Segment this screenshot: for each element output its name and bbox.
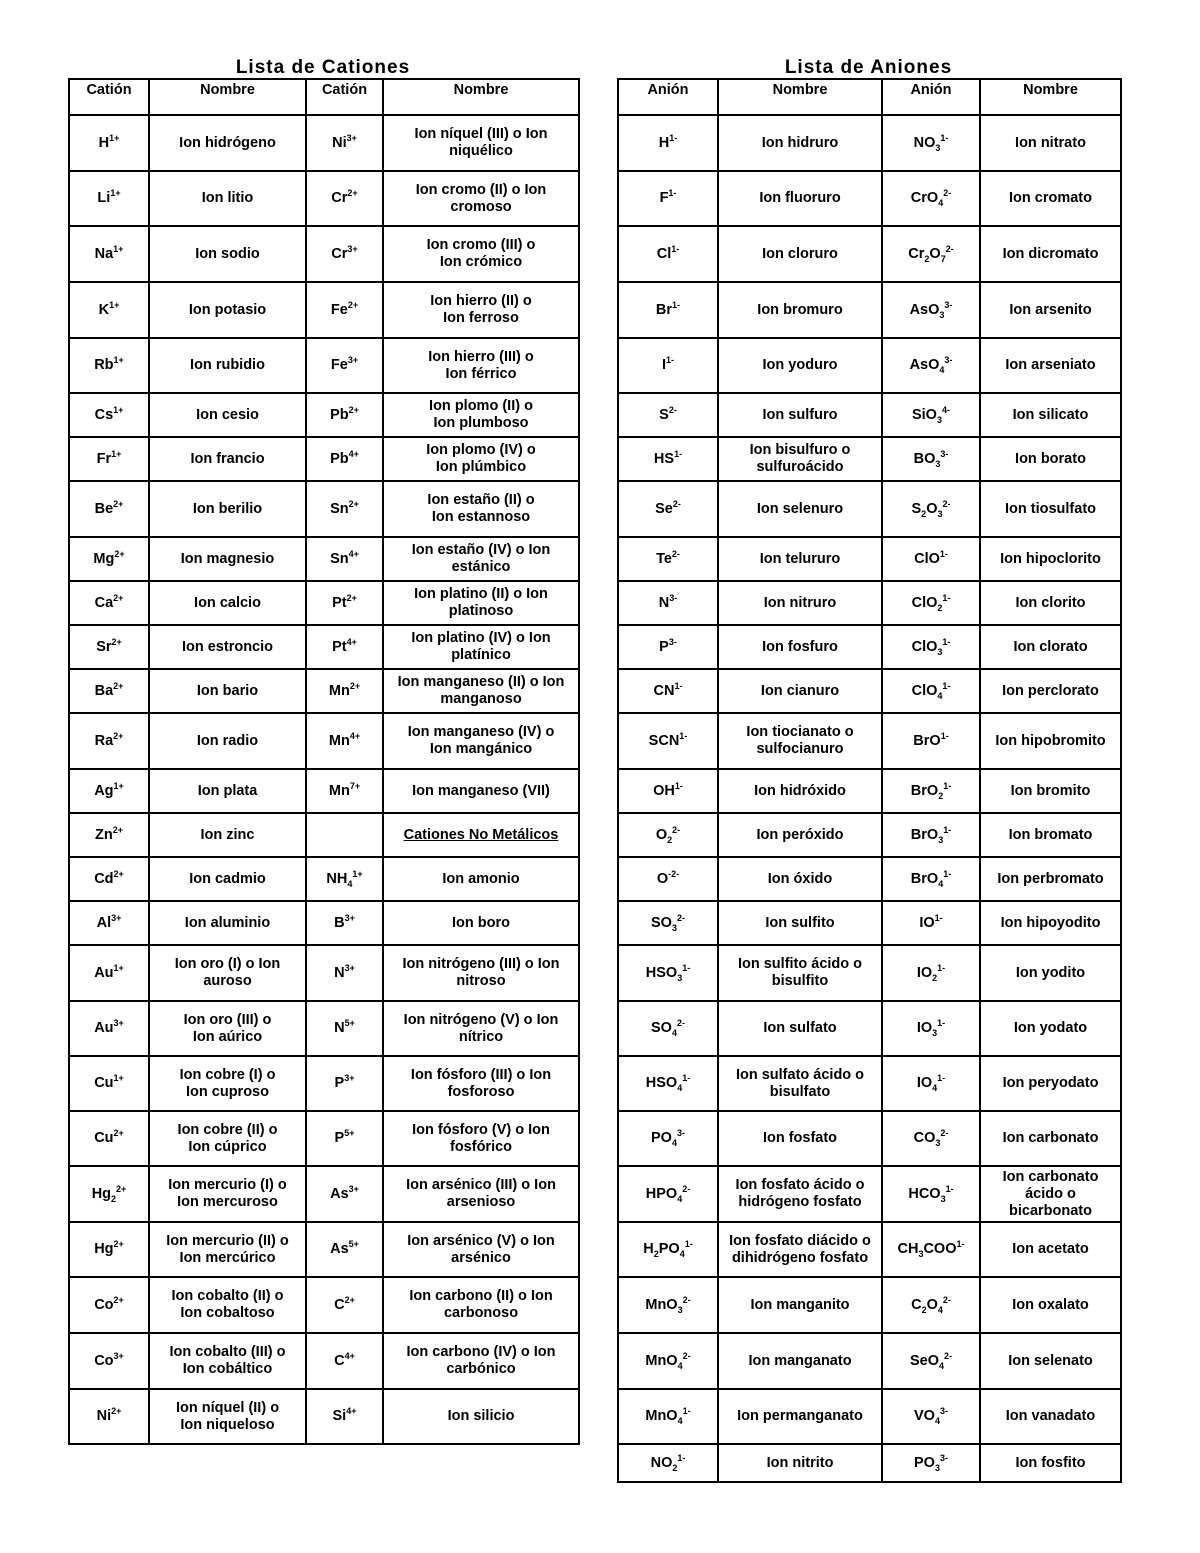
anions-symbol-cell: $H_2PO_4^{1-}$ [618,1222,718,1277]
anions-name-cell: Ion fosfito [980,1444,1121,1482]
anions-name-cell: Ion borato [980,437,1121,481]
anions-name-cell: Ion hipoclorito [980,537,1121,581]
anions-symbol-cell: $OH^{1-}$ [618,769,718,813]
cations-symbol-cell: $Mn^{4+}$ [306,713,383,769]
table-row [69,901,579,945]
table-row [69,226,579,282]
anions-symbol-cell: $HCO_3^{1-}$ [882,1166,980,1222]
anions-header-nombre: Nombre [980,79,1121,115]
cations-header-cation: Catión [306,79,383,115]
cations-name-cell: Ion nitrógeno (V) o Ion nítrico [383,1001,579,1056]
anions-symbol-cell: $IO^{1-}$ [882,901,980,945]
cations-name-cell: Ion magnesio [149,537,306,581]
table-row [69,1111,579,1166]
cations-symbol-cell: $As^{5+}$ [306,1222,383,1277]
anions-symbol-cell: $SCN^{1-}$ [618,713,718,769]
anions-name-cell: Ion óxido [718,857,882,901]
anions-symbol-cell: $N^{3-}$ [618,581,718,625]
anions-name-cell: Ion oxalato [980,1277,1121,1333]
anions-symbol-cell: AsO$_4^{3-}$ [882,338,980,393]
anions-name-cell: Ion carbonato [980,1111,1121,1166]
cations-name-cell: Ion carbono (IV) o Ion carbónico [383,1333,579,1389]
anions-name-cell: Ion sulfato [718,1001,882,1056]
cations-symbol-cell: $N^{5+}$ [306,1001,383,1056]
cations-name-cell: Ion fósforo (V) o Ion fosfórico [383,1111,579,1166]
table-row [618,1166,1121,1222]
table-row [69,393,579,437]
table-row [618,338,1121,393]
anions-symbol-cell: MnO$_3^{2-}$ [618,1277,718,1333]
table-row [618,669,1121,713]
anions-symbol-cell: CrO$_4^{2-}$ [882,171,980,226]
cations-name-cell: Ion boro [383,901,579,945]
anions-name-cell: Ion silicato [980,393,1121,437]
cations-header-nombre: Nombre [383,79,579,115]
anions-symbol-cell: BrO$_2^{1-}$ [882,769,980,813]
table-row [69,171,579,226]
cations-symbol-cell: $Fe^{2+}$ [306,282,383,338]
cations-symbol-cell: $Pb^{4+}$ [306,437,383,481]
anions-name-cell: Ion tiosulfato [980,481,1121,537]
cations-name-cell: Ion radio [149,713,306,769]
cations-name-cell: Ion aluminio [149,901,306,945]
anions-name-cell: Ion fosfato ácido o hidrógeno fosfato [718,1166,882,1222]
anions-name-cell: Ion hidruro [718,115,882,171]
cations-symbol-cell: $Pt^{2+}$ [306,581,383,625]
cations-name-cell: Ion bario [149,669,306,713]
anions-name-cell: Ion clorito [980,581,1121,625]
table-row [69,1222,579,1277]
anions-name-cell: Ion sulfito ácido o bisulfito [718,945,882,1001]
anions-name-cell: Ion manganito [718,1277,882,1333]
cations-symbol-cell: $Ba^{2+}$ [69,669,149,713]
cations-symbol-cell: $Sr^{2+}$ [69,625,149,669]
cations-name-cell: Ion hierro (III) o Ion férrico [383,338,579,393]
cations-name-cell: Ion plata [149,769,306,813]
table-row [69,1277,579,1333]
anions-name-cell: Ion hidróxido [718,769,882,813]
cations-symbol-cell: $Hg_2^{2+}$ [69,1166,149,1222]
anions-name-cell: Ion bisulfuro o sulfuroácido [718,437,882,481]
anions-symbol-cell: $H^{1-}$ [618,115,718,171]
anions-name-cell: Ion nitruro [718,581,882,625]
anions-symbol-cell: $HS^{1-}$ [618,437,718,481]
cations-symbol-cell: $Sn^{4+}$ [306,537,383,581]
table-row [618,537,1121,581]
table-row [618,481,1121,537]
anions-symbol-cell: $VO_4^{3-}$ [882,1389,980,1444]
cations-symbol-cell: $C^{2+}$ [306,1277,383,1333]
anions-name-cell: Ion hipoyodito [980,901,1121,945]
cations-name-cell: Ion manganeso (IV) o Ion mangánico [383,713,579,769]
table-row [69,1056,579,1111]
cations-name-cell: Ion fósforo (III) o Ion fosforoso [383,1056,579,1111]
anions-name-cell: Ion arsenito [980,282,1121,338]
anions-name-cell: Ion nitrito [718,1444,882,1482]
cations-name-cell: Ion níquel (III) o Ion niquélico [383,115,579,171]
anions-name-cell: Ion yodato [980,1001,1121,1056]
anions-symbol-cell: $SO_4^{2-}$ [618,1001,718,1056]
anions-name-cell: Ion bromuro [718,282,882,338]
anions-table [617,78,1122,1483]
anions-symbol-cell: $P^{3-}$ [618,625,718,669]
table-row [69,713,579,769]
cations-name-cell: Ion estaño (IV) o Ion estánico [383,537,579,581]
cations-symbol-cell: $Cs^{1+}$ [69,393,149,437]
anions-symbol-cell: $C_2O_4^{2-}$ [882,1277,980,1333]
anions-name-cell: Ion peryodato [980,1056,1121,1111]
anions-name-cell: Ion cromato [980,171,1121,226]
anions-name-cell: Ion carbonato ácido o bicarbonato [980,1166,1121,1222]
anions-symbol-cell: $HSO_3^{1-}$ [618,945,718,1001]
table-row [618,226,1121,282]
cations-name-cell: Ion litio [149,171,306,226]
cations-name-cell: Ion níquel (II) o Ion niqueloso [149,1389,306,1444]
anions-symbol-cell: $IO_2^{1-}$ [882,945,980,1001]
cations-symbol-cell: $Cr^{3+}$ [306,226,383,282]
cations-symbol-cell: $Ca^{2+}$ [69,581,149,625]
anions-symbol-cell: BrO$_3^{1-}$ [882,813,980,857]
cations-symbol-cell: $Mg^{2+}$ [69,537,149,581]
cations-name-cell: Ion oro (III) o Ion aúrico [149,1001,306,1056]
cations-symbol-cell: $Co^{2+}$ [69,1277,149,1333]
cations-symbol-cell: $Si^{4+}$ [306,1389,383,1444]
table-row [69,945,579,1001]
cations-name-cell: Ion arsénico (V) o Ion arsénico [383,1222,579,1277]
cations-symbol-cell: $Cu^{1+}$ [69,1056,149,1111]
anions-symbol-cell: $SO_3^{2-}$ [618,901,718,945]
anions-name-cell: Ion vanadato [980,1389,1121,1444]
anions-symbol-cell: ClO$^{1-}$ [882,537,980,581]
anions-symbol-cell: $Te^{2-}$ [618,537,718,581]
table-row [618,1111,1121,1166]
anions-symbol-cell: BrO$^{1-}$ [882,713,980,769]
cations-symbol-cell: $Na^{1+}$ [69,226,149,282]
anions-name-cell: Ion selenuro [718,481,882,537]
anions-symbol-cell: $BO_3^{3-}$ [882,437,980,481]
cations-name-cell: Ion cromo (III) o Ion crómico [383,226,579,282]
cations-title: Lista de Cationes [235,57,411,78]
cations-name-cell: Ion cobre (II) o Ion cúprico [149,1111,306,1166]
anions-symbol-cell: MnO$_4^{2-}$ [618,1333,718,1389]
anions-name-cell: Ion dicromato [980,226,1121,282]
table-row [618,1056,1121,1111]
cations-name-cell: Ion platino (IV) o Ion platínico [383,625,579,669]
anions-name-cell: Ion nitrato [980,115,1121,171]
cations-name-cell: Ion berilio [149,481,306,537]
anions-symbol-cell: ClO$_2^{1-}$ [882,581,980,625]
anions-symbol-cell: AsO$_3^{3-}$ [882,282,980,338]
cations-symbol-cell [306,813,383,857]
anions-symbol-cell: $F^{1-}$ [618,171,718,226]
cations-name-cell: Ion cobalto (II) o Ion cobaltoso [149,1277,306,1333]
cations-name-cell: Ion manganeso (II) o Ion manganoso [383,669,579,713]
anions-header-nombre: Nombre [718,79,882,115]
anions-name-cell: Ion tiocianato o sulfocianuro [718,713,882,769]
anions-symbol-cell: $Br^{1-}$ [618,282,718,338]
anions-name-cell: Ion manganato [718,1333,882,1389]
cations-name-cell: Ion sodio [149,226,306,282]
anions-header-row [618,79,1121,115]
cations-symbol-cell: $Be^{2+}$ [69,481,149,537]
cations-symbol-cell: $Au^{1+}$ [69,945,149,1001]
anions-symbol-cell: $CN^{1-}$ [618,669,718,713]
cations-name-cell: Ion cromo (II) o Ion cromoso [383,171,579,226]
anions-name-cell: Ion fosfuro [718,625,882,669]
cations-symbol-cell: $H^{1+}$ [69,115,149,171]
anions-symbol-cell: $I^{1-}$ [618,338,718,393]
table-row [618,625,1121,669]
anions-symbol-cell: $NO_2^{1-}$ [618,1444,718,1482]
anions-name-cell: Ion fluoruro [718,171,882,226]
cations-name-cell: Ion potasio [149,282,306,338]
table-row [618,1444,1121,1482]
cations-name-cell: Ion estaño (II) o Ion estannoso [383,481,579,537]
cations-symbol-cell: $K^{1+}$ [69,282,149,338]
cations-name-cell: Ion cobre (I) o Ion cuproso [149,1056,306,1111]
table-row [618,713,1121,769]
cations-header-row [69,79,579,115]
anions-name-cell: Ion telururo [718,537,882,581]
anions-symbol-cell: $HSO_4^{1-}$ [618,1056,718,1111]
anions-symbol-cell: $PO_3^{3-}$ [882,1444,980,1482]
anions-name-cell: Ion arseniato [980,338,1121,393]
table-row [618,1222,1121,1277]
table-row [618,115,1121,171]
cations-symbol-cell: $Fe^{3+}$ [306,338,383,393]
cations-name-cell: Ion calcio [149,581,306,625]
anions-symbol-cell: SiO$_3^{4-}$ [882,393,980,437]
table-row [618,857,1121,901]
table-row [618,393,1121,437]
anions-symbol-cell: $S^{2-}$ [618,393,718,437]
cations-name-cell: Ion cesio [149,393,306,437]
cations-symbol-cell: $B^{3+}$ [306,901,383,945]
cations-name-cell: Ion silicio [383,1389,579,1444]
anions-name-cell: Ion cloruro [718,226,882,282]
anions-symbol-cell: $Cl^{1-}$ [618,226,718,282]
cations-name-cell: Ion cobalto (III) o Ion cobáltico [149,1333,306,1389]
cations-symbol-cell: $Pt^{4+}$ [306,625,383,669]
cations-symbol-cell: $Au^{3+}$ [69,1001,149,1056]
cations-symbol-cell: $Rb^{1+}$ [69,338,149,393]
anions-name-cell: Ion fosfato [718,1111,882,1166]
table-row [69,338,579,393]
cations-symbol-cell: $Fr^{1+}$ [69,437,149,481]
cations-name-cell: Ion cadmio [149,857,306,901]
cations-name-cell: Cationes No Metálicos [383,813,579,857]
cations-name-cell: Ion rubidio [149,338,306,393]
anions-symbol-cell: $IO_4^{1-}$ [882,1056,980,1111]
table-row [69,857,579,901]
table-row [69,1166,579,1222]
table-row [69,625,579,669]
cations-name-cell: Ion amonio [383,857,579,901]
cations-symbol-cell: $P^{3+}$ [306,1056,383,1111]
cations-symbol-cell: $N^{3+}$ [306,945,383,1001]
anions-title: Lista de Aniones [784,57,953,78]
cations-name-cell: Ion hierro (II) o Ion ferroso [383,282,579,338]
cations-name-cell: Ion mercurio (II) o Ion mercúrico [149,1222,306,1277]
anions-symbol-cell: $Se^{2-}$ [618,481,718,537]
cations-symbol-cell: $As^{3+}$ [306,1166,383,1222]
anions-symbol-cell: $S_2O_3^{2-}$ [882,481,980,537]
cations-name-cell: Ion hidrógeno [149,115,306,171]
table-row [69,769,579,813]
anions-name-cell: Ion sulfato ácido o bisulfato [718,1056,882,1111]
table-row [618,437,1121,481]
table-row [69,437,579,481]
anions-symbol-cell: ClO$_3^{1-}$ [882,625,980,669]
table-row [618,813,1121,857]
cations-name-cell: Ion platino (II) o Ion platinoso [383,581,579,625]
cations-name-cell: Ion plomo (II) o Ion plumboso [383,393,579,437]
anions-symbol-cell: MnO$_4^{1-}$ [618,1389,718,1444]
cations-symbol-cell: $Pb^{2+}$ [306,393,383,437]
table-row [69,282,579,338]
anions-symbol-cell: $CH_3COO^{1-}$ [882,1222,980,1277]
cations-table [68,78,580,1445]
table-row [618,945,1121,1001]
anions-name-cell: Ion bromato [980,813,1121,857]
anions-symbol-cell: $O_2^{2-}$ [618,813,718,857]
cations-symbol-cell: $Cr^{2+}$ [306,171,383,226]
cations-name-cell: Ion arsénico (III) o Ion arsenioso [383,1166,579,1222]
cations-symbol-cell: $NH_4^{1+}$ [306,857,383,901]
anions-name-cell: Ion perclorato [980,669,1121,713]
anions-name-cell: Ion peróxido [718,813,882,857]
cations-symbol-cell: $Hg^{2+}$ [69,1222,149,1277]
table-row [69,669,579,713]
anions-symbol-cell: $CO_3^{2-}$ [882,1111,980,1166]
anions-name-cell: Ion acetato [980,1222,1121,1277]
cations-symbol-cell: $Mn^{2+}$ [306,669,383,713]
table-row [69,115,579,171]
table-row [618,282,1121,338]
anions-name-cell: Ion yoduro [718,338,882,393]
anions-symbol-cell: $Cr_2O_7^{2-}$ [882,226,980,282]
anions-name-cell: Ion perbromato [980,857,1121,901]
anions-name-cell: Ion bromito [980,769,1121,813]
cations-symbol-cell: $Zn^{2+}$ [69,813,149,857]
table-row [618,581,1121,625]
cations-symbol-cell: $Ra^{2+}$ [69,713,149,769]
anions-symbol-cell: BrO$_4^{1-}$ [882,857,980,901]
cations-symbol-cell: $Cu^{2+}$ [69,1111,149,1166]
cations-symbol-cell: $Mn^{7+}$ [306,769,383,813]
table-row [618,769,1121,813]
anions-name-cell: Ion clorato [980,625,1121,669]
table-row [69,1333,579,1389]
table-row [69,537,579,581]
table-row [69,581,579,625]
anions-symbol-cell: $IO_3^{1-}$ [882,1001,980,1056]
cations-symbol-cell: $Al^{3+}$ [69,901,149,945]
anions-name-cell: Ion yodito [980,945,1121,1001]
table-row [618,1389,1121,1444]
anions-name-cell: Ion sulfuro [718,393,882,437]
table-row [69,1389,579,1444]
anions-symbol-cell: $PO_4^{3-}$ [618,1111,718,1166]
anions-symbol-cell: $O^{-2-}$ [618,857,718,901]
table-row [69,481,579,537]
anions-name-cell: Ion cianuro [718,669,882,713]
cations-name-cell: Ion carbono (II) o Ion carbonoso [383,1277,579,1333]
anions-header-anion: Anión [882,79,980,115]
cations-symbol-cell: $C^{4+}$ [306,1333,383,1389]
anions-header-anion: Anión [618,79,718,115]
anions-name-cell: Ion hipobromito [980,713,1121,769]
anions-name-cell: Ion permanganato [718,1389,882,1444]
table-row [618,1333,1121,1389]
cations-name-cell: Ion estroncio [149,625,306,669]
cations-name-cell: Ion nitrógeno (III) o Ion nitroso [383,945,579,1001]
cations-name-cell: Ion oro (I) o Ion auroso [149,945,306,1001]
cations-symbol-cell: $Cd^{2+}$ [69,857,149,901]
cations-symbol-cell: $Ni^{3+}$ [306,115,383,171]
cations-name-cell: Ion plomo (IV) o Ion plúmbico [383,437,579,481]
cations-symbol-cell: $Ag^{1+}$ [69,769,149,813]
table-row [618,901,1121,945]
anions-symbol-cell: $NO_3^{1-}$ [882,115,980,171]
cations-name-cell: Ion mercurio (I) o Ion mercuroso [149,1166,306,1222]
anions-symbol-cell: $HPO_4^{2-}$ [618,1166,718,1222]
cations-symbol-cell: $Li^{1+}$ [69,171,149,226]
cations-symbol-cell: $P^{5+}$ [306,1111,383,1166]
table-row [69,813,579,857]
cations-name-cell: Ion francio [149,437,306,481]
cations-header-cation: Catión [69,79,149,115]
table-row [618,171,1121,226]
table-row [618,1001,1121,1056]
table-row [69,1001,579,1056]
anions-name-cell: Ion sulfito [718,901,882,945]
anions-name-cell: Ion selenato [980,1333,1121,1389]
cations-name-cell: Ion manganeso (VII) [383,769,579,813]
anions-name-cell: Ion fosfato diácido o dihidrógeno fosfato [718,1222,882,1277]
cations-name-cell: Ion zinc [149,813,306,857]
anions-symbol-cell: ClO$_4^{1-}$ [882,669,980,713]
cations-symbol-cell: $Ni^{2+}$ [69,1389,149,1444]
cations-symbol-cell: $Sn^{2+}$ [306,481,383,537]
anions-symbol-cell: SeO$_4^{2-}$ [882,1333,980,1389]
table-row [618,1277,1121,1333]
cations-header-nombre: Nombre [149,79,306,115]
cations-symbol-cell: $Co^{3+}$ [69,1333,149,1389]
